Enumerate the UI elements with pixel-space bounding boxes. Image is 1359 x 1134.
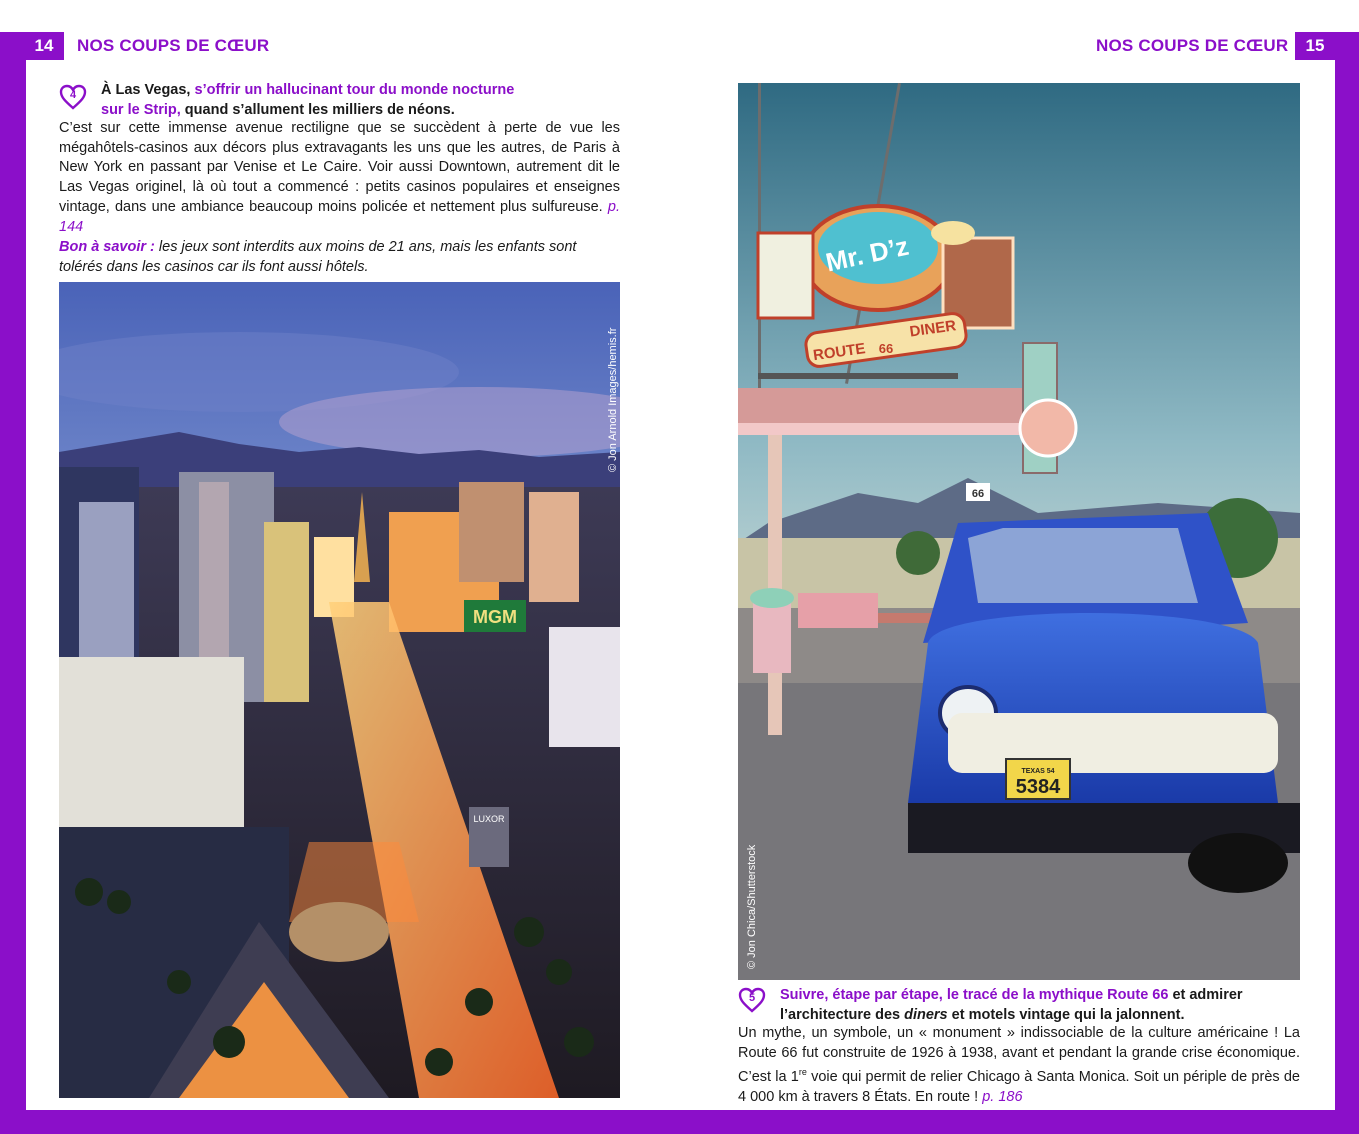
left-lead xyxy=(101,80,631,120)
lead-highlight-1: s’offrir un hallucinant tour du monde nocturne xyxy=(194,82,515,98)
heart-icon xyxy=(59,83,87,111)
right-lead-end: et motels vintage qui la jalonnent. xyxy=(947,1007,1185,1023)
diner-name-sign: Mr. D’z xyxy=(823,230,912,278)
superscript-re: re xyxy=(798,1067,807,1078)
mgm-sign: MGM xyxy=(473,607,517,627)
left-tip xyxy=(59,238,620,277)
left-paragraph-text: C’est sur cette immense avenue rectiligne que se succèdent à perte de vue les mégahôtels-casinos aux décors plus extravagants les uns que les autres, de Paris à New York en passant par Venise et Le Caire. Voir aussi Downtown, autrement dit le Las Vegas originel, là où tout a commencé : petits casinos populaires et enseignes vintage, dans une ambiance beaucoup moins policée et nettement plus sulfureuse. xyxy=(59,120,620,215)
right-photo-credit: © Jon Chica/Shutterstock xyxy=(746,844,758,969)
right-page-border xyxy=(1335,32,1359,1134)
lead-plain: À Las Vegas, xyxy=(101,82,195,98)
left-page-number: 14 xyxy=(24,32,64,60)
tip-text: les jeux sont interdits aux moins de 21 ans, mais les enfants sont tolérés dans les casinos car ils font aussi hôtels. xyxy=(59,239,577,275)
right-lead xyxy=(780,985,1300,1025)
left-paragraph xyxy=(59,119,620,237)
right-lead-italic: diners xyxy=(904,1007,948,1023)
plate-state: TEXAS 54 xyxy=(1021,768,1055,775)
route-left-sign: ROUTE xyxy=(812,340,867,365)
lead-rest: quand s’allument les milliers de néons. xyxy=(180,102,455,118)
lead-highlight-2: sur le Strip, xyxy=(101,102,181,118)
right-paragraph-text-1: Un mythe, un symbole, un « monument » indissociable de la culture américaine ! La Route 66 fut construite de 1926 à 1938, avant et pendant la grande crise économique. C’est la 1 xyxy=(738,1025,1300,1086)
left-page-ref-link[interactable]: p. 144 xyxy=(59,198,620,235)
left-inner-edge xyxy=(24,32,26,1110)
las-vegas-photo xyxy=(59,282,620,1098)
tip-label: Bon à savoir : xyxy=(59,239,155,255)
route-right-sign: DINER xyxy=(908,317,958,341)
right-running-title: NOS COUPS DE CŒUR xyxy=(1096,36,1289,55)
heart-icon xyxy=(738,986,766,1014)
right-page-ref-link[interactable]: p. 186 xyxy=(982,1088,1023,1105)
right-paragraph-text-2: voie qui permit de relier Chicago à Santa Monica. Soit un périple de près de 4 000 km à travers 8 États. En route ! xyxy=(738,1069,1300,1105)
right-item-number: 5 xyxy=(748,992,756,1004)
top-margin xyxy=(0,0,1359,32)
left-page-border xyxy=(0,32,24,1134)
route-66-photo xyxy=(738,83,1300,980)
luxor-sign: LUXOR xyxy=(473,814,505,824)
plate-number: 5384 xyxy=(1015,776,1061,798)
right-lead-mid: et admirer l’architecture des xyxy=(780,987,1243,1023)
left-photo-credit: © Jon Arnold Images/hemis.fr xyxy=(607,327,619,472)
left-item-number: 4 xyxy=(69,89,77,101)
right-paragraph xyxy=(738,1024,1300,1108)
route-num-sign: 66 xyxy=(878,341,894,356)
right-page-number: 15 xyxy=(1295,32,1335,60)
bottom-border xyxy=(0,1110,1359,1134)
right-lead-highlight: Suivre, étape par étape, le tracé de la mythique Route 66 xyxy=(780,987,1169,1003)
left-running-title: NOS COUPS DE CŒUR xyxy=(77,36,270,55)
shield-66-sign: 66 xyxy=(971,488,985,500)
